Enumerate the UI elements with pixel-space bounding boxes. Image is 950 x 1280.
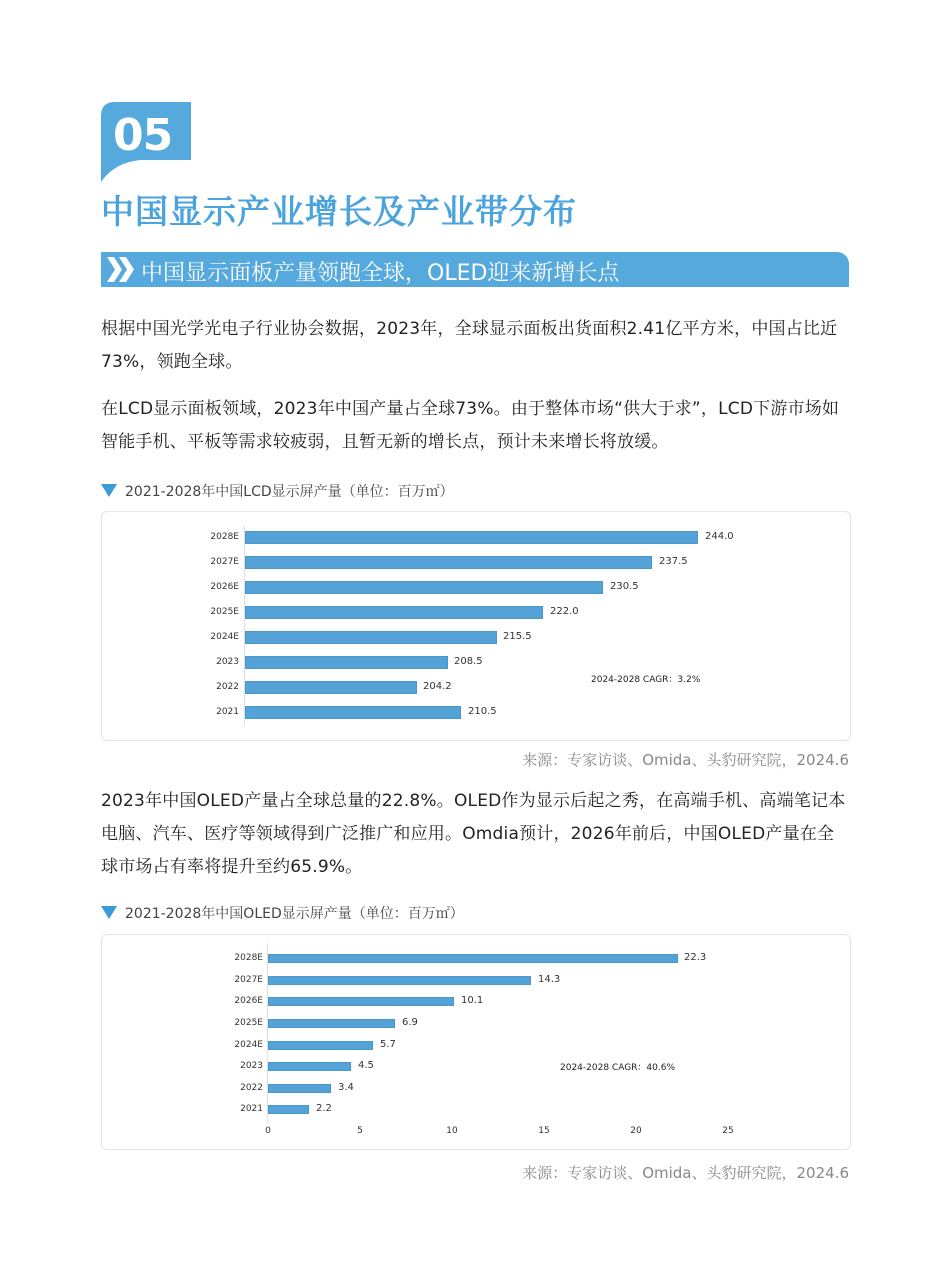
- subsection-title: 中国显示面板产量领跑全球，OLED迎来新增长点: [141, 261, 620, 286]
- bar-label: 2027E: [234, 975, 263, 985]
- bar-2023: [268, 1062, 351, 1071]
- oled-chart: [101, 934, 851, 1150]
- bar-2021: [245, 706, 461, 719]
- bar-2027e: [245, 556, 652, 569]
- x-tick: 10: [446, 1126, 458, 1136]
- bar-label: 2023: [216, 657, 239, 667]
- bar-label: 2028E: [234, 953, 263, 963]
- x-tick: 20: [630, 1126, 642, 1136]
- bar-value: 208.5: [454, 656, 483, 667]
- subsection-banner: [101, 252, 849, 287]
- bar-value: 244.0: [705, 531, 734, 542]
- figure-title-lcd-text: 2021-2028年中国LCD显示屏产量（单位：百万㎡）: [125, 484, 454, 500]
- bar-value: 2.2: [316, 1103, 332, 1114]
- x-tick: 25: [722, 1126, 734, 1136]
- bar-2026e: [268, 997, 454, 1006]
- chapter-title: 中国显示产业增长及产业带分布: [101, 192, 577, 231]
- bar-2021: [268, 1105, 309, 1114]
- bar-label: 2022: [216, 682, 239, 692]
- paragraph-lcd: 在LCD显示面板领域，2023年中国产量占全球73%。由于整体市场“供大于求”，LCD下游市场如智能手机、平板等需求较疲弱，且暂无新的增长点，预计未来增长将放缓。: [101, 399, 840, 452]
- bar-2028e: [268, 954, 678, 963]
- bar-value: 210.5: [468, 706, 497, 717]
- bar-2025e: [245, 606, 543, 619]
- bar-value: 6.9: [402, 1017, 418, 1028]
- source-note-lcd: 来源：专家访谈、Omida、头豹研究院，2024.6: [522, 751, 849, 769]
- bar-label: 2024E: [234, 1040, 263, 1050]
- bar-2024e: [268, 1041, 373, 1050]
- x-tick: 15: [538, 1126, 550, 1136]
- bar-2022: [245, 681, 417, 694]
- bar-value: 10.1: [461, 995, 484, 1006]
- bar-value: 4.5: [358, 1060, 374, 1071]
- bar-label: 2027E: [210, 557, 239, 567]
- bar-value: 22.3: [684, 952, 707, 963]
- bar-value: 237.5: [659, 556, 688, 567]
- bar-label: 2022: [240, 1083, 263, 1093]
- bar-value: 3.4: [338, 1082, 354, 1093]
- bar-label: 2026E: [234, 996, 263, 1006]
- bar-2027e: [268, 976, 531, 985]
- bar-label: 2024E: [210, 632, 239, 642]
- cagr-annotation: 2024-2028 CAGR：3.2%: [591, 675, 701, 685]
- bar-value: 222.0: [550, 606, 579, 617]
- cagr-annotation: 2024-2028 CAGR：40.6%: [560, 1063, 676, 1073]
- bar-label: 2025E: [210, 607, 239, 617]
- y-axis-line: [267, 943, 268, 1123]
- lcd-chart: [101, 511, 851, 741]
- triangle-down-icon: [101, 484, 117, 497]
- source-note-oled: 来源：专家访谈、Omida、头豹研究院，2024.6: [522, 1164, 849, 1182]
- triangle-down-icon: [101, 906, 117, 919]
- bar-value: 204.2: [423, 681, 452, 692]
- bar-value: 14.3: [538, 974, 561, 985]
- section-number: 05: [113, 110, 173, 161]
- bar-2025e: [268, 1019, 395, 1028]
- figure-title-lcd: [101, 481, 454, 501]
- bar-label: 2021: [216, 707, 239, 717]
- paragraph-oled: 2023年中国OLED产量占全球总量的22.8%。OLED作为显示后起之秀，在高端手机、高端笔记本电脑、汽车、医疗等领域得到广泛推广和应用。Omdia预计，2026年前后，中国OLED产量在全球市场占有率将提升至约65.9%。: [101, 791, 846, 877]
- bar-value: 5.7: [380, 1039, 396, 1050]
- bar-label: 2021: [240, 1104, 263, 1114]
- double-chevron-icon: [105, 255, 137, 284]
- bar-2022: [268, 1084, 331, 1093]
- figure-title-oled: [101, 903, 464, 923]
- paragraph-intro: 根据中国光学光电子行业协会数据，2023年，全球显示面板出货面积2.41亿平方米，中国占比近73%，领跑全球。: [101, 319, 838, 372]
- bar-label: 2028E: [210, 532, 239, 542]
- bar-value: 230.5: [610, 581, 639, 592]
- bar-2024e: [245, 631, 497, 644]
- bar-2026e: [245, 581, 603, 594]
- x-tick: 5: [357, 1126, 363, 1136]
- bar-label: 2025E: [234, 1018, 263, 1028]
- figure-title-oled-text: 2021-2028年中国OLED显示屏产量（单位：百万㎡）: [125, 906, 464, 922]
- bar-label: 2026E: [210, 582, 239, 592]
- x-tick: 0: [265, 1126, 271, 1136]
- bar-value: 215.5: [503, 631, 532, 642]
- bar-2028e: [245, 531, 698, 544]
- bar-label: 2023: [240, 1061, 263, 1071]
- section-number-badge: [101, 102, 191, 182]
- bar-2023: [245, 656, 448, 669]
